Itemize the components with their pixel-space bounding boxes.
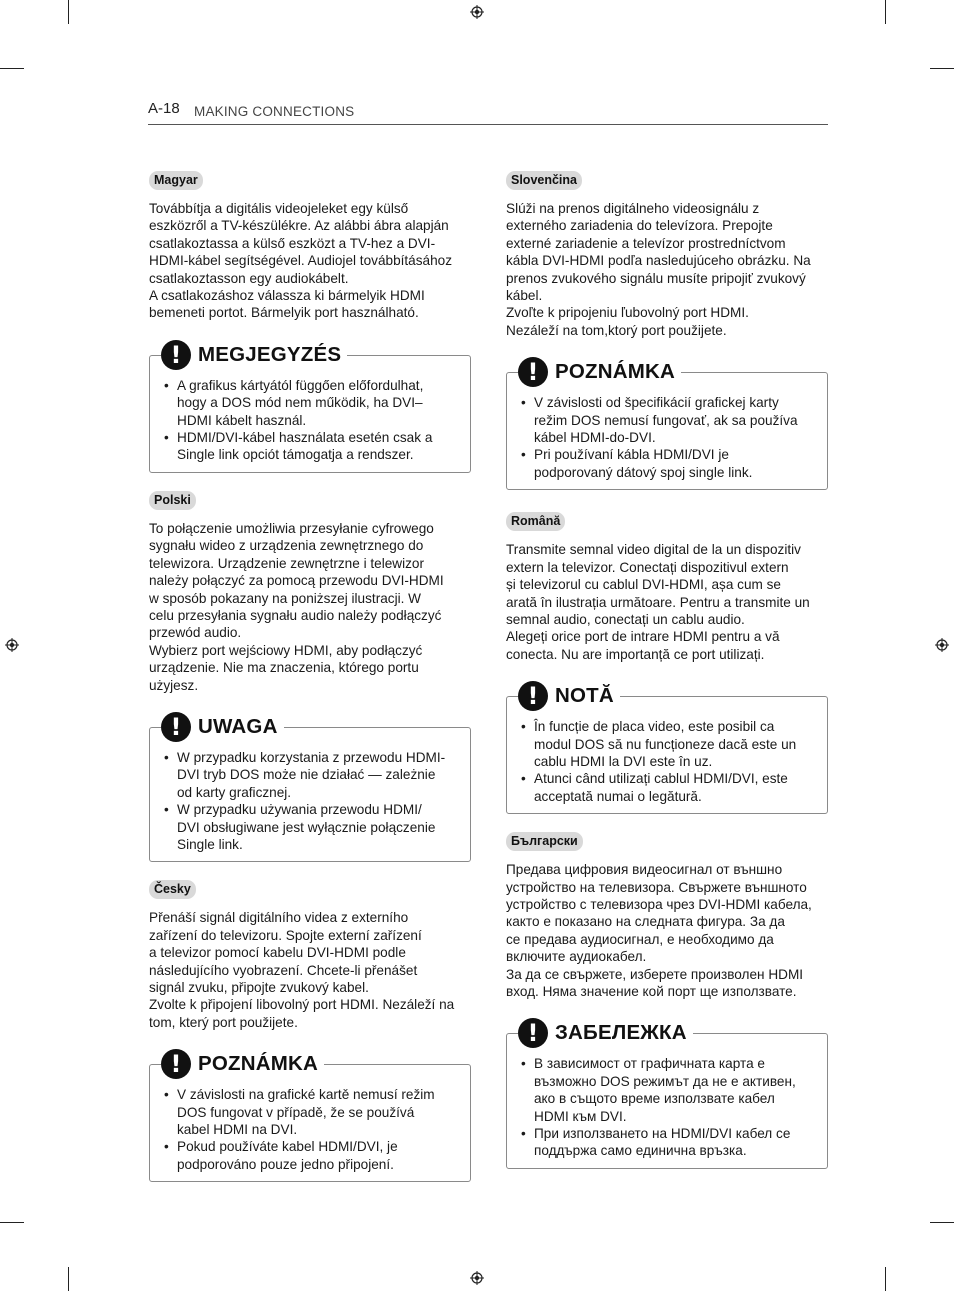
section-cesky [149,880,471,1031]
language-label: Magyar [149,171,203,190]
note-box [149,1050,471,1182]
body-text: Slúži na prenos digitálneho videosignálu z externého zariadenia do televízora. Prepojte externé zariadenie a televízor prostredníctvom kábla DVI-HDMI podľa nasledujúceho obrázku. Na prenos zvukového signálu musíte pripojiť zvukový kábel. Zvoľte k pripojeniu ľubovolný port HDMI. Nezáleží na tom,ktorý port použijete. [506,201,811,338]
exclamation-icon: ! [161,712,191,742]
note-header [518,680,620,712]
note-title: MEGJEGYZÉS [198,342,342,366]
registration-mark-icon [470,5,484,19]
language-label: Slovenčina [506,171,582,190]
body-text: Transmite semnal video digital de la un dispozitiv extern la televizor. Conectați dispozitivul extern și televizorul cu cablul DVI-HDMI, așa cum se arată în ilustrația următoare. Pentru a transmite un semnal audio, conectați un cablu audio. Alegeți orice port de intrare HDMI pentru a vă conecta. Nu are importanță ce port utilizați. [506,542,810,662]
crop-mark [0,1222,24,1223]
note-title: NOTĂ [555,684,614,708]
body-text: Továbbítja a digitális videojeleket egy külső eszközről a TV-készülékre. Az alábbi ábra alapján csatlakoztassa a külső eszközt a TV-hez a DVI- HDMI-kábel segítségével. Audiojel továbbításához csatlakoztasson egy audiokábelt. A csatlakozáshoz válassza ki bármelyik HDMI bemeneti portot. Bármelyik port használható. [149,201,453,321]
body-text: Přenáší signál digitálního videa z externího zařízení do televizoru. Spojte externí zařízení a televizor pomocí kabelu DVI-HDMI podle následujícího vyobrazení. Chcete-li přenášet signál zvuku, připojte zvukový kabel. Zvolte k připojení libovolný port HDMI. Nezáleží na tom, který port použijete. [149,910,455,1030]
language-label: Polski [149,491,196,510]
note-bullet: • W przypadku korzystania z przewodu HDMI- DVI tryb DOS może nie działać — zależnie od karty graficznej. [164,749,460,801]
exclamation-icon: ! [161,340,191,370]
body-text: Предава цифровия видеосигнал от външно устройство на телевизора. Свържете външното устройство с телевизора чрез DVI-HDMI кабела, както е показано на следната фигура. За да се предава аудиосигнал, е необходимо да включите аудиокабел. За да се свържете, изберете произволен HDMI вход. Няма значение кой порт ще използвате. [506,862,812,999]
note-bullet: • În funcție de placa video, este posibil ca modul DOS să nu funcționeze dacă este un cablu HDMI la DVI este în uz. [521,718,817,770]
note-header [161,711,284,743]
crop-mark [930,68,954,69]
note-bullet: • HDMI/DVI-kábel használata esetén csak a Single link opciót támogatja a rendszer. [164,429,460,464]
language-label: Česky [149,880,196,899]
note-header [518,1017,693,1049]
crop-mark [0,68,24,69]
section-polski [149,491,471,694]
right-column [506,171,828,1169]
note-header [161,1048,324,1080]
note-box [506,1019,828,1168]
page-number: A-18 [148,100,180,117]
exclamation-icon: ! [161,1049,191,1079]
note-bullet: • В зависимост от графичната карта е възможно DOS режимът да не е активен, ако в същото време използвате кабел HDMI към DVI. [521,1055,817,1125]
registration-mark-icon [5,638,19,652]
language-label: Български [506,832,583,851]
note-bullet: • Pri používaní kábla HDMI/DVI je podporovaný dátový spoj single link. [521,446,817,481]
note-bullet: • V závislosti od špecifikácií grafickej karty režim DOS nemusí fungovať, ak sa používa kábel HDMI-do-DVI. [521,394,817,446]
section-magyar [149,171,471,322]
crop-mark [930,1222,954,1223]
body-text: To połączenie umożliwia przesyłanie cyfrowego sygnału wideo z urządzenia zewnętrznego do telewizora. Urządzenie zewnętrzne i telewizor należy połączyć za pomocą przewodu DVI-HDMI w sposób pokazany na poniższej ilustracji. W celu przesyłania sygnału audio należy podłączyć przewód audio. Wybierz port wejściowy HDMI, aby podłączyć urządzenie. Nie ma znaczenia, którego portu użyjesz. [149,520,444,693]
section-romana [506,512,828,663]
note-box [149,340,471,473]
crop-mark [885,0,886,24]
note-bullet: • V závislosti na grafické kartě nemusí režim DOS fungovat v případě, že se používá kabel HDMI na DVI. [164,1086,460,1138]
registration-mark-icon [935,638,949,652]
section-slovencina [506,171,828,339]
note-bullet: • При използването на HDMI/DVI кабел се поддържа само единична връзка. [521,1125,817,1160]
note-title: POZNÁMKA [198,1052,319,1076]
exclamation-icon: ! [518,357,548,387]
registration-mark-icon [470,1271,484,1285]
note-bullet: • Atunci când utilizați cablul HDMI/DVI, este acceptată numai o legătură. [521,770,817,805]
exclamation-icon: ! [518,681,548,711]
crop-mark [68,0,69,24]
crop-mark [68,1267,69,1291]
note-title: UWAGA [198,714,278,738]
language-label: Română [506,512,565,531]
note-bullet: • A grafikus kártyától függően előfordulhat, hogy a DOS mód nem működik, ha DVI– HDMI kábelt használ. [164,377,460,429]
note-bullet: • Pokud používáte kabel HDMI/DVI, je podporováno pouze jedno připojení. [164,1138,460,1173]
note-title: POZNÁMKA [555,360,676,384]
page-header [148,100,828,125]
crop-mark [885,1267,886,1291]
section-title: MAKING CONNECTIONS [194,104,355,119]
left-column [149,171,471,1182]
note-title: ЗАБЕЛЕЖКА [555,1021,687,1045]
exclamation-icon: ! [518,1018,548,1048]
note-header [518,356,681,388]
note-header [161,339,347,371]
note-box [506,358,828,490]
note-box [506,682,828,814]
section-bulgarski [506,832,828,1000]
note-bullet: • W przypadku używania przewodu HDMI/ DVI obsługiwane jest wyłącznie połączenie Single link. [164,801,460,853]
note-box [149,712,471,862]
